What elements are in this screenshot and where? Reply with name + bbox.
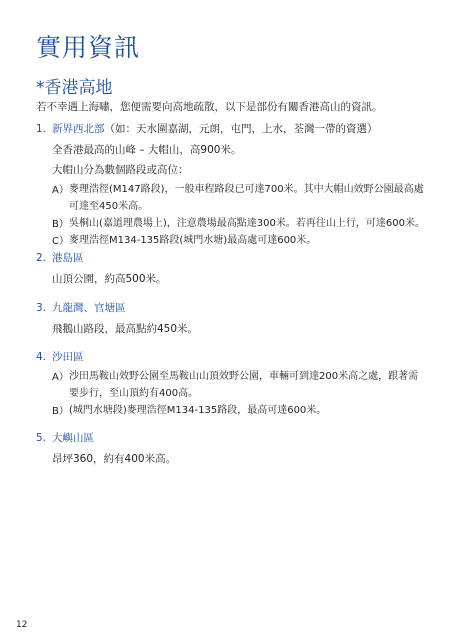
- list-item-lantau: [36, 430, 426, 466]
- list-item-hk-island: [36, 250, 426, 286]
- item-heading: [36, 121, 426, 136]
- item-heading-text: 港島區: [52, 252, 84, 264]
- item-heading: [36, 349, 426, 364]
- item-heading: [36, 430, 426, 445]
- list-item-northwest-nt: [36, 121, 426, 249]
- item-line: 飛鵝山路段，最高點約450米。: [52, 323, 199, 335]
- sub-item: [52, 368, 426, 402]
- item-heading-text: 沙田區: [52, 351, 84, 363]
- item-heading-text: 九龍灣、官塘區: [52, 302, 126, 314]
- item-note: （如：天水圍嘉湖，元朗，屯門，上水，荃灣一帶的資選）: [104, 123, 378, 135]
- item-number: 3.: [36, 302, 47, 314]
- sub-item-text: (城門水塘段)麥理浩徑M134-135路段，最高可達600米。: [69, 405, 327, 416]
- sub-item-text: 吳桐山(嘉道理農場上)，注意農場最高點達300米。若再往山上行，可達600米。: [69, 218, 425, 229]
- item-heading-text: 新界西北部: [52, 123, 105, 135]
- item-heading-text: 大嶼山區: [52, 432, 94, 444]
- sub-item-text: 沙田馬鞍山效野公園至馬鞍山山頂效野公園，車輛可到達200米高之處，跟著需要步行，至山頂約有400高。: [69, 371, 419, 399]
- list-item-kowloon-bay: [36, 300, 426, 336]
- sub-item-text: 麥理浩徑M134-135路段(城門水塘)最高處可達600米。: [69, 235, 317, 246]
- section-title: *香港高地: [36, 78, 113, 98]
- sub-item: [52, 232, 426, 249]
- sub-item: [52, 181, 426, 215]
- list-item-shatin: [36, 349, 426, 419]
- intro-paragraph: 若不幸遇上海嘯，您便需要向高地疏散，以下是部份有關香港高山的資訊。: [36, 101, 383, 113]
- item-number: 5.: [36, 432, 47, 444]
- item-heading: [36, 300, 426, 315]
- item-number: 4.: [36, 351, 47, 363]
- item-heading: [36, 250, 426, 265]
- item-number: 1.: [36, 123, 47, 135]
- item-number: 2.: [36, 252, 47, 264]
- sub-item-text: 麥理浩徑(M147路段)，一般車程路段已可達700米。其中大帽山效野公園最高處可達至450米高。: [69, 184, 424, 212]
- sub-item-marker: B）: [52, 406, 69, 417]
- sub-item: [52, 215, 426, 232]
- sub-item: [52, 402, 426, 419]
- item-line: 昂坪360，約有400米高。: [52, 453, 177, 465]
- sub-item-marker: A）: [52, 185, 69, 196]
- sub-item-marker: C）: [52, 236, 69, 247]
- sub-item-marker: A）: [52, 372, 69, 383]
- item-line: 全香港最高的山峰 – 大帽山，高900米。: [52, 144, 242, 156]
- item-line: 山頂公園，約高500米。: [52, 273, 167, 285]
- page-title: 實用資訊: [36, 33, 141, 62]
- sub-item-marker: B）: [52, 219, 69, 230]
- page-number: 12: [16, 620, 28, 630]
- item-line: 大帽山分為數個路段或高位：: [52, 164, 189, 176]
